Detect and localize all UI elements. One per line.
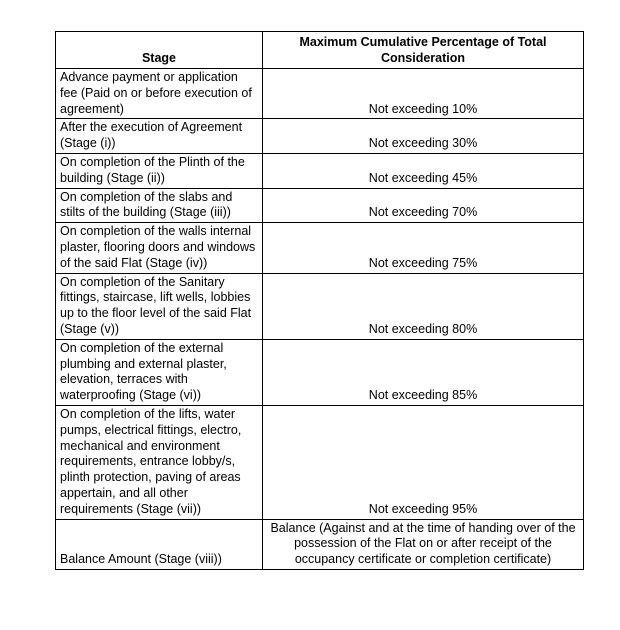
- table-row: [56, 69, 584, 119]
- table-row: [56, 339, 584, 405]
- table-row: [56, 223, 584, 273]
- header-stage: Stage: [56, 32, 263, 69]
- percentage-cell: Not exceeding 10%: [263, 69, 584, 119]
- table-row: [56, 405, 584, 519]
- percentage-cell: Not exceeding 70%: [263, 188, 584, 223]
- percentage-cell: Not exceeding 75%: [263, 223, 584, 273]
- percentage-cell: Not exceeding 85%: [263, 339, 584, 405]
- percentage-cell: Balance (Against and at the time of handing over of the possession of the Flat on or after receipt of the occupancy certificate or completion certificate): [263, 519, 584, 569]
- payment-schedule-table: [55, 31, 584, 570]
- table-header-row: [56, 32, 584, 69]
- table-row: [56, 188, 584, 223]
- percentage-cell: Not exceeding 45%: [263, 153, 584, 188]
- stage-cell: After the execution of Agreement (Stage (i)): [56, 119, 263, 154]
- percentage-cell: Not exceeding 95%: [263, 405, 584, 519]
- table-row: [56, 153, 584, 188]
- percentage-cell: Not exceeding 30%: [263, 119, 584, 154]
- stage-cell: On completion of the walls internal plaster, flooring doors and windows of the said Flat (Stage (iv)): [56, 223, 263, 273]
- stage-cell: Balance Amount (Stage (viii)): [56, 519, 263, 569]
- table-row: [56, 119, 584, 154]
- percentage-cell: Not exceeding 80%: [263, 273, 584, 339]
- table-row: [56, 273, 584, 339]
- stage-cell: On completion of the Sanitary fittings, staircase, lift wells, lobbies up to the floor level of the said Flat (Stage (v)): [56, 273, 263, 339]
- header-percentage: Maximum Cumulative Percentage of Total Consideration: [263, 32, 584, 69]
- stage-cell: On completion of the external plumbing and external plaster, elevation, terraces with waterproofing (Stage (vi)): [56, 339, 263, 405]
- stage-cell: On completion of the lifts, water pumps, electrical fittings, electro, mechanical and environment requirements, entrance lobby/s, plinth protection, paving of areas appertain, and all other requirements (Stage (vii)): [56, 405, 263, 519]
- stage-cell: On completion of the Plinth of the building (Stage (ii)): [56, 153, 263, 188]
- stage-cell: On completion of the slabs and stilts of the building (Stage (iii)): [56, 188, 263, 223]
- table-row: [56, 519, 584, 569]
- stage-cell: Advance payment or application fee (Paid on or before execution of agreement): [56, 69, 263, 119]
